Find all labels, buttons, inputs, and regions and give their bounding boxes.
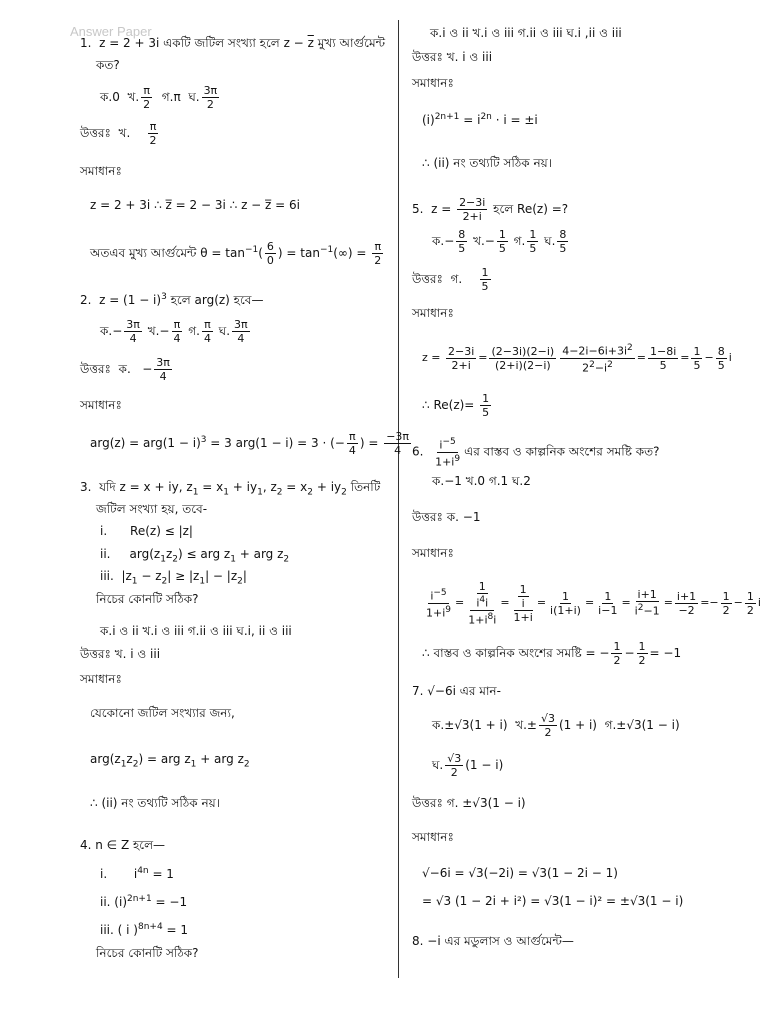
question-3-text: 3. যদি z = x + iy, $z_1 = x_1 + iy_1$, $z_2 = x_2 + iy_2$ তিনটি bbox=[80, 480, 381, 498]
question-5-options: ক.− $\frac{8}{5}$ খ.− $\frac{1}{5}$ গ. $\frac{1}{5}$ ঘ. $\frac{8}{5}$ bbox=[432, 228, 567, 255]
question-5-solution-1: z = $\frac{2-3i}{2+i}$ = $\frac{(2-3i)(2-i)}{(2+i)(2-i)}$ $\frac{4-2i-6i+3i^2}{2^2-i^2}$ = $\frac{1-8i}{5}$ = $\frac{1}{5}$ − $\frac{8}{5}$ i bbox=[422, 343, 732, 375]
question-1-solution-label: সমাধানঃ bbox=[80, 164, 122, 178]
question-5-solution-label: সমাধানঃ bbox=[412, 306, 454, 320]
question-3-solution-label: সমাধানঃ bbox=[80, 672, 122, 686]
question-3-statement-i: i. Re(z) ≤ |z| bbox=[100, 524, 193, 538]
question-1-text: 1. z = 2 + 3i একটি জটিল সংখ্যা হলে $z - \overline{z}$ মুখ্য আর্গুমেন্ট bbox=[80, 36, 386, 50]
question-6-answer: উত্তরঃ ক. −1 bbox=[412, 510, 481, 524]
question-4-statement-ii: ii. $(i)^{2n+1} = -1$ bbox=[100, 894, 188, 909]
question-1-answer: উত্তরঃ খ. $\frac{\pi}{2}$ bbox=[80, 120, 157, 147]
question-7-options-2: ঘ. $\frac{√3}{2}$ (1 − i) bbox=[432, 752, 504, 779]
question-4-statement-iii: iii. ( i )$^{8n+4}$ = 1 bbox=[100, 922, 188, 937]
question-4-solution-2: ∴ (ii) নং তথ্যটি সঠিক নয়। bbox=[422, 156, 552, 170]
question-8-text: 8. −i এর মডুলাস ও আর্গুমেন্ট— bbox=[412, 934, 574, 948]
question-3-options: ক.i ও ii খ.i ও iii গ.ii ও iii ঘ.i, ii ও iii bbox=[100, 624, 292, 638]
question-3-solution-2: $arg(z_1z_2)$ = arg $z_1$ + arg $z_2$ bbox=[90, 752, 250, 770]
question-7-options-1: ক.±√3(1 + i) খ.± $\frac{√3}{2}$ (1 + i) গ.±√3(1 − i) bbox=[432, 712, 680, 739]
question-6-solution-1: $\frac{i^{-5}}{1+i^9}$ = $\frac{\frac{1}{i^4i}}{1+i^8i}$ = $\frac{\frac{1}{i}}{1+i}$ = $\frac{1}{i(1+i)}$ = $\frac{1}{i-1}$ = $\frac{i+1}{i^2-1}$ = $\frac{i+1}{-2}$ =− $\frac{1}{2}$ − $\frac{1}{2}$ i bbox=[426, 580, 761, 627]
question-7-text: 7. √−6i এর মান- bbox=[412, 684, 501, 698]
question-6-solution-label: সমাধানঃ bbox=[412, 546, 454, 560]
watermark: Answer Paper bbox=[70, 24, 152, 39]
question-1-text-2: কত? bbox=[96, 58, 120, 72]
question-3-statement-ii: ii. $arg(z_1z_2)$ ≤ arg $z_1$ + arg $z_2$ bbox=[100, 547, 290, 565]
question-4-statement-i: i. $i^{4n} = 1$ bbox=[100, 866, 174, 881]
question-3-solution-1: যেকোনো জটিল সংখ্যার জন্য, bbox=[90, 706, 235, 720]
question-1-solution-1: z = 2 + 3i ∴ z̅ = 2 − 3i ∴ z − z̅ = 6i bbox=[90, 198, 300, 212]
question-3-answer: উত্তরঃ খ. i ও iii bbox=[80, 647, 161, 661]
question-3-statement-iii: iii. $|z_1 - z_2| \ge |z_1| - |z_2|$ bbox=[100, 569, 247, 587]
question-6-options: ক.−1 খ.0 গ.1 ঘ.2 bbox=[432, 474, 531, 488]
question-3-text-2: জটিল সংখ্যা হয়, তবে- bbox=[96, 502, 208, 516]
question-4-solution-1: $(i)^{2n+1} = i^{2n} \cdot i = \pm i$ bbox=[422, 112, 538, 127]
question-4-solution-label: সমাধানঃ bbox=[412, 76, 454, 90]
question-1-solution-2: অতএব মুখ্য আর্গুমেন্ট $\theta = \tan^{-1}$( $\frac{6}{0}$ ) = $\tan^{-1}(\infty)$ = $\frac{\pi}{2}$ bbox=[90, 240, 382, 267]
question-3-solution-3: ∴ (ii) নং তথ্যটি সঠিক নয়। bbox=[90, 796, 220, 810]
question-5-text: 5. z = $\frac{2-3i}{2+i}$ হলে Re(z) =? bbox=[412, 196, 569, 223]
question-2-answer: উত্তরঃ ক. − $\frac{3\pi}{4}$ bbox=[80, 356, 170, 383]
question-2-text: 2. $z = (1 - i)^3$ হলে arg(z) হবে— bbox=[80, 292, 264, 307]
question-5-solution-2: ∴ Re(z)= $\frac{1}{5}$ bbox=[422, 392, 490, 419]
question-7-solution-2: = √3 (1 − 2i + i²) = √3(1 − i)² = ±√3(1 − i) bbox=[422, 894, 684, 908]
question-6-text: 6. $\frac{i^{-5}}{1+i^9}$ এর বাস্তব ও কাল্পনিক অংশের সমষ্টি কত? bbox=[412, 437, 660, 469]
question-7-solution-1: √−6i = √3(−2i) = √3(1 − 2i − 1) bbox=[422, 866, 618, 880]
question-4-options: ক.i ও ii খ.i ও iii গ.ii ও iii ঘ.i ,ii ও iii bbox=[430, 26, 622, 40]
question-2-solution-label: সমাধানঃ bbox=[80, 398, 122, 412]
column-divider bbox=[398, 20, 399, 978]
question-3-which: নিচের কোনটি সঠিক? bbox=[96, 592, 199, 606]
question-7-answer: উত্তরঃ গ. ±√3(1 − i) bbox=[412, 796, 526, 810]
question-5-answer: উত্তরঃ গ. $\frac{1}{5}$ bbox=[412, 266, 489, 293]
question-2-options: ক.− $\frac{3\pi}{4}$ খ.− $\frac{\pi}{4}$ গ. $\frac{\pi}{4}$ ঘ. $\frac{3\pi}{4}$ bbox=[100, 318, 248, 345]
question-2-solution-1: $arg(z) = arg(1 - i)^3 = 3$ arg(1 − i) = 3 · (− $\frac{\pi}{4}$ ) = $\frac{-3\pi}{4}$ bbox=[90, 430, 410, 457]
question-4-which: নিচের কোনটি সঠিক? bbox=[96, 946, 199, 960]
question-6-solution-2: ∴ বাস্তব ও কাল্পনিক অংশের সমষ্টি = − $\frac{1}{2}$ − $\frac{1}{2}$ = −1 bbox=[422, 640, 682, 667]
question-4-text: 4. n ∈ Z হলে— bbox=[80, 838, 166, 852]
question-7-solution-label: সমাধানঃ bbox=[412, 830, 454, 844]
question-4-answer: উত্তরঃ খ. i ও iii bbox=[412, 50, 493, 64]
question-1-options: ক.0 খ. $\frac{\pi}{2}$ গ.π ঘ. $\frac{3\pi}{2}$ bbox=[100, 84, 218, 111]
